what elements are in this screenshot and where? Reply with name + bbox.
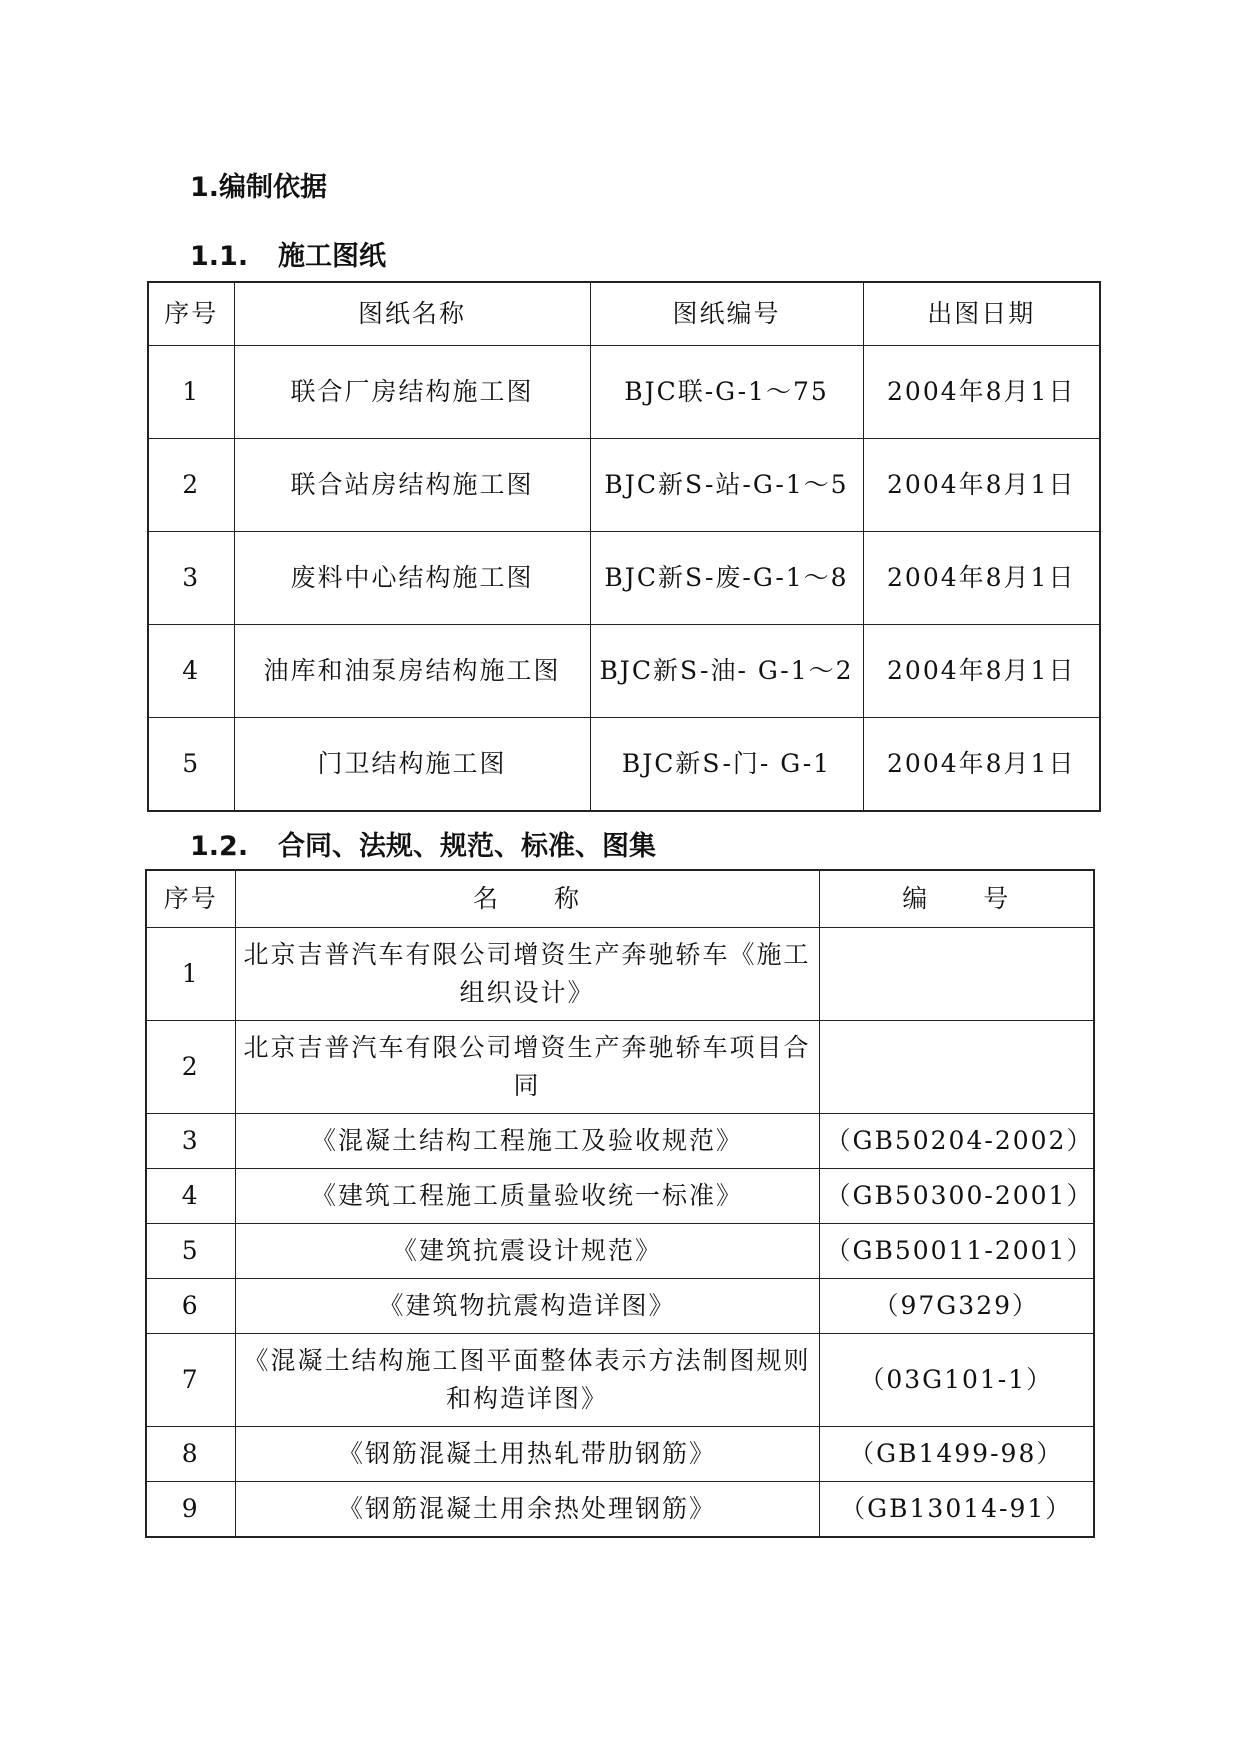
- drawings-table: [147, 281, 1101, 812]
- cell-code: （97G329）: [819, 1279, 1094, 1334]
- cell-index: 7: [146, 1334, 235, 1427]
- cell-index: 2: [146, 1021, 235, 1114]
- table-row: [148, 718, 1100, 812]
- cell-index: 6: [146, 1279, 235, 1334]
- header-name: 名 称: [235, 870, 819, 928]
- cell-drawing-name: 油库和油泵房结构施工图: [234, 625, 590, 718]
- table-row: [146, 1224, 1094, 1279]
- cell-drawing-name: 废料中心结构施工图: [234, 532, 590, 625]
- table-row: [148, 532, 1100, 625]
- cell-drawing-number: BJC新S-门- G-1: [590, 718, 863, 812]
- table-row: [146, 1482, 1094, 1538]
- cell-name: 《混凝土结构施工图平面整体表示方法制图规则和构造详图》: [235, 1334, 819, 1427]
- table-row: [146, 1114, 1094, 1169]
- section-number: 1.1.: [190, 241, 249, 272]
- table-row: [146, 1279, 1094, 1334]
- table-row: [146, 1334, 1094, 1427]
- cell-name: 《钢筋混凝土用余热处理钢筋》: [235, 1482, 819, 1538]
- cell-code: [819, 1021, 1094, 1114]
- cell-name: 《混凝土结构工程施工及验收规范》: [235, 1114, 819, 1169]
- table-row: [148, 625, 1100, 718]
- section-number: 1.2.: [190, 831, 249, 862]
- cell-drawing-number: BJC联-G-1～75: [590, 346, 863, 439]
- cell-index: 1: [148, 346, 234, 439]
- cell-index: 9: [146, 1482, 235, 1538]
- cell-code: （GB1499-98）: [819, 1427, 1094, 1482]
- cell-drawing-number: BJC新S-站-G-1～5: [590, 439, 863, 532]
- cell-name: 《钢筋混凝土用热轧带肋钢筋》: [235, 1427, 819, 1482]
- cell-code: （GB50204-2002）: [819, 1114, 1094, 1169]
- standards-table: [145, 869, 1095, 1538]
- cell-issue-date: 2004年8月1日: [863, 439, 1100, 532]
- cell-name: 《建筑物抗震构造详图》: [235, 1279, 819, 1334]
- table-header-row: [148, 282, 1100, 346]
- header-issue-date: 出图日期: [863, 282, 1100, 346]
- table-row: [146, 1169, 1094, 1224]
- cell-name: 《建筑工程施工质量验收统一标准》: [235, 1169, 819, 1224]
- table-header-row: [146, 870, 1094, 928]
- cell-code: （GB50011-2001）: [819, 1224, 1094, 1279]
- cell-index: 4: [148, 625, 234, 718]
- header-drawing-number: 图纸编号: [590, 282, 863, 346]
- cell-code: （GB50300-2001）: [819, 1169, 1094, 1224]
- cell-index: 4: [146, 1169, 235, 1224]
- header-code: 编 号: [819, 870, 1094, 928]
- table-row: [146, 1427, 1094, 1482]
- section-title: 编制依据: [219, 172, 328, 203]
- section-title: 合同、法规、规范、标准、图集: [278, 831, 656, 862]
- section-title: 施工图纸: [278, 241, 386, 272]
- cell-issue-date: 2004年8月1日: [863, 718, 1100, 812]
- cell-issue-date: 2004年8月1日: [863, 346, 1100, 439]
- cell-issue-date: 2004年8月1日: [863, 625, 1100, 718]
- header-index: 序号: [146, 870, 235, 928]
- section-heading-1-2: [190, 824, 656, 863]
- cell-name: 北京吉普汽车有限公司增资生产奔驰轿车《施工组织设计》: [235, 928, 819, 1021]
- cell-index: 1: [146, 928, 235, 1021]
- section-number: 1.: [190, 172, 220, 203]
- table-row: [148, 439, 1100, 532]
- table-row: [148, 346, 1100, 439]
- cell-index: 2: [148, 439, 234, 532]
- cell-drawing-name: 门卫结构施工图: [234, 718, 590, 812]
- section-heading-1-1: [190, 234, 386, 273]
- cell-index: 3: [148, 532, 234, 625]
- cell-index: 5: [148, 718, 234, 812]
- section-heading-1: [190, 165, 327, 204]
- header-drawing-name: 图纸名称: [234, 282, 590, 346]
- cell-index: 3: [146, 1114, 235, 1169]
- header-index: 序号: [148, 282, 234, 346]
- cell-index: 8: [146, 1427, 235, 1482]
- cell-code: （03G101-1）: [819, 1334, 1094, 1427]
- table-row: [146, 928, 1094, 1021]
- cell-issue-date: 2004年8月1日: [863, 532, 1100, 625]
- cell-code: [819, 928, 1094, 1021]
- cell-name: 《建筑抗震设计规范》: [235, 1224, 819, 1279]
- cell-index: 5: [146, 1224, 235, 1279]
- cell-drawing-number: BJC新S-油- G-1～2: [590, 625, 863, 718]
- cell-drawing-name: 联合厂房结构施工图: [234, 346, 590, 439]
- cell-name: 北京吉普汽车有限公司增资生产奔驰轿车项目合同: [235, 1021, 819, 1114]
- cell-drawing-name: 联合站房结构施工图: [234, 439, 590, 532]
- table-row: [146, 1021, 1094, 1114]
- cell-drawing-number: BJC新S-废-G-1～8: [590, 532, 863, 625]
- cell-code: （GB13014-91）: [819, 1482, 1094, 1538]
